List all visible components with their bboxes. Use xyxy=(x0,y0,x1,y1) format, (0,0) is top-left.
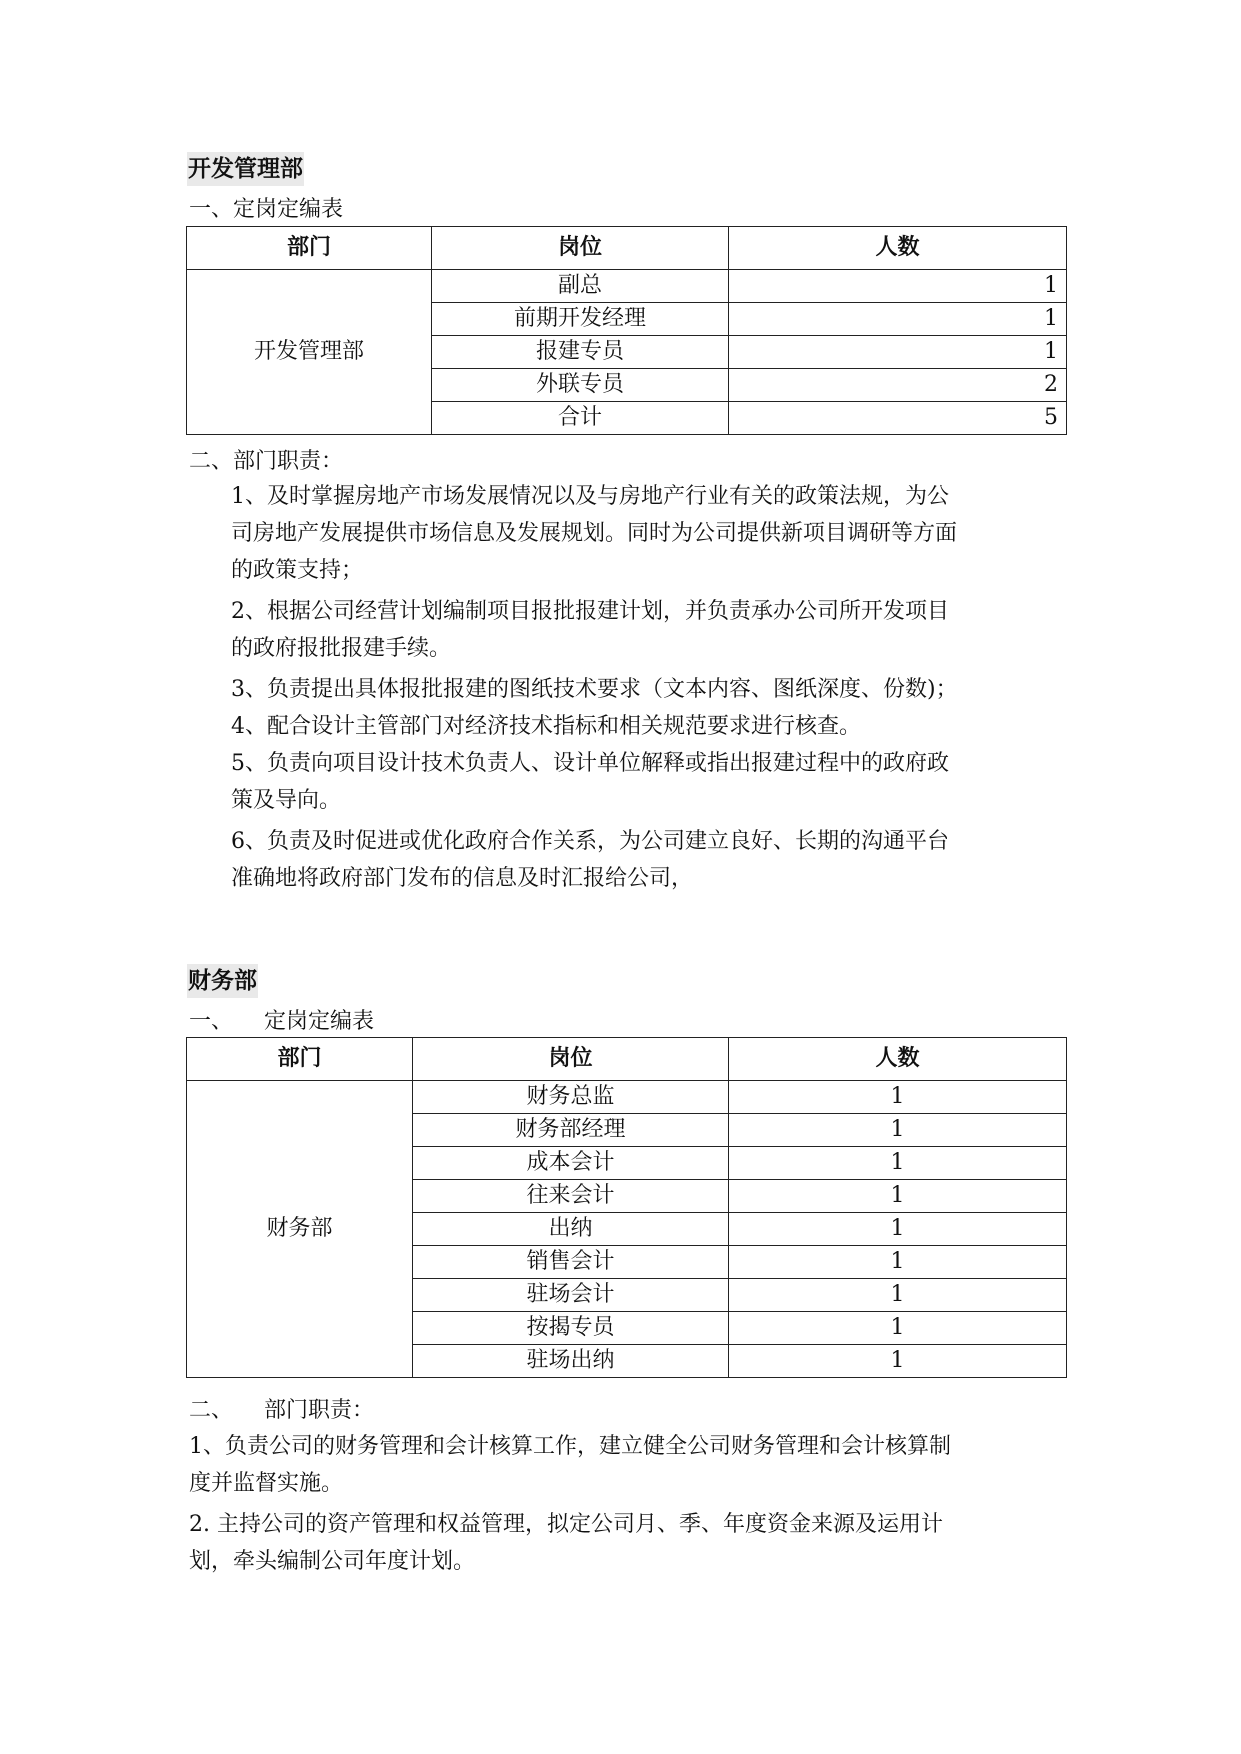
section-title-finance: 财务部 xyxy=(187,964,258,998)
header-position: 岗位 xyxy=(413,1038,729,1081)
position-cell: 驻场出纳 xyxy=(413,1345,729,1378)
header-position: 岗位 xyxy=(432,227,729,270)
header-count: 人数 xyxy=(729,227,1067,270)
count-cell: 1 xyxy=(729,336,1067,369)
duty-line: 2. 主持公司的资产管理和权益管理，拟定公司月、季、年度资金来源及运用计 xyxy=(189,1512,943,1537)
duty-line: 3、负责提出具体报批报建的图纸技术要求（文本内容、图纸深度、份数)； xyxy=(231,677,958,702)
position-cell: 外联专员 xyxy=(432,369,729,402)
duty-line: 的政府报批报建手续。 xyxy=(231,636,452,661)
count-cell: 1 xyxy=(729,1312,1067,1345)
table-row xyxy=(187,270,1067,303)
section-title-development: 开发管理部 xyxy=(187,152,304,186)
duty-line: 6、负责及时促进或优化政府合作关系，为公司建立良好、长期的沟通平台 xyxy=(231,829,949,854)
staffing-table-heading-num: 一、 xyxy=(189,1009,234,1034)
count-cell: 1 xyxy=(729,270,1067,303)
duties-list-development xyxy=(231,478,958,897)
staffing-table-development xyxy=(186,226,1067,435)
count-cell: 2 xyxy=(729,369,1067,402)
header-count: 人数 xyxy=(729,1038,1067,1081)
duties-heading: 二、部门职责： xyxy=(189,449,344,474)
position-cell: 驻场会计 xyxy=(413,1279,729,1312)
department-cell: 开发管理部 xyxy=(187,270,432,435)
count-cell: 1 xyxy=(729,303,1067,336)
department-cell: 财务部 xyxy=(187,1081,413,1378)
position-cell: 财务部经理 xyxy=(413,1114,729,1147)
position-cell: 合计 xyxy=(432,402,729,435)
position-cell: 销售会计 xyxy=(413,1246,729,1279)
duty-line: 准确地将政府部门发布的信息及时汇报给公司， xyxy=(231,866,694,891)
position-cell: 出纳 xyxy=(413,1213,729,1246)
duty-line: 划，牵头编制公司年度计划。 xyxy=(189,1549,476,1574)
table-row xyxy=(187,1081,1067,1114)
staffing-table-finance xyxy=(186,1037,1067,1378)
position-cell: 往来会计 xyxy=(413,1180,729,1213)
duties-heading-num: 二、 xyxy=(189,1398,234,1423)
position-cell: 副总 xyxy=(432,270,729,303)
staffing-table-heading: 一、定岗定编表 xyxy=(189,197,344,222)
count-cell: 5 xyxy=(729,402,1067,435)
position-cell: 财务总监 xyxy=(413,1081,729,1114)
duty-line: 2、根据公司经营计划编制项目报批报建计划，并负责承办公司所开发项目 xyxy=(231,599,949,624)
count-cell: 1 xyxy=(729,1081,1067,1114)
duties-heading: 部门职责： xyxy=(264,1398,375,1423)
duty-line: 司房地产发展提供市场信息及发展规划。同时为公司提供新项目调研等方面 xyxy=(231,521,958,546)
duty-line: 4、配合设计主管部门对经济技术指标和相关规范要求进行核查。 xyxy=(231,714,861,739)
count-cell: 1 xyxy=(729,1147,1067,1180)
header-department: 部门 xyxy=(187,227,432,270)
count-cell: 1 xyxy=(729,1213,1067,1246)
staffing-table-heading: 定岗定编表 xyxy=(264,1009,375,1034)
duty-line: 1、负责公司的财务管理和会计核算工作，建立健全公司财务管理和会计核算制 xyxy=(189,1434,951,1459)
duty-line: 策及导向。 xyxy=(231,788,342,813)
duty-line: 度并监督实施。 xyxy=(189,1471,344,1496)
count-cell: 1 xyxy=(729,1180,1067,1213)
position-cell: 报建专员 xyxy=(432,336,729,369)
position-cell: 按揭专员 xyxy=(413,1312,729,1345)
duties-list-finance xyxy=(189,1428,951,1580)
header-department: 部门 xyxy=(187,1038,413,1081)
count-cell: 1 xyxy=(729,1345,1067,1378)
position-cell: 前期开发经理 xyxy=(432,303,729,336)
table-header-row xyxy=(187,227,1067,270)
count-cell: 1 xyxy=(729,1246,1067,1279)
table-header-row xyxy=(187,1038,1067,1081)
count-cell: 1 xyxy=(729,1279,1067,1312)
duty-line: 1、及时掌握房地产市场发展情况以及与房地产行业有关的政策法规，为公 xyxy=(231,484,949,509)
position-cell: 成本会计 xyxy=(413,1147,729,1180)
count-cell: 1 xyxy=(729,1114,1067,1147)
duty-line: 5、负责向项目设计技术负责人、设计单位解释或指出报建过程中的政府政 xyxy=(231,751,949,776)
duty-line: 的政策支持； xyxy=(231,558,364,583)
